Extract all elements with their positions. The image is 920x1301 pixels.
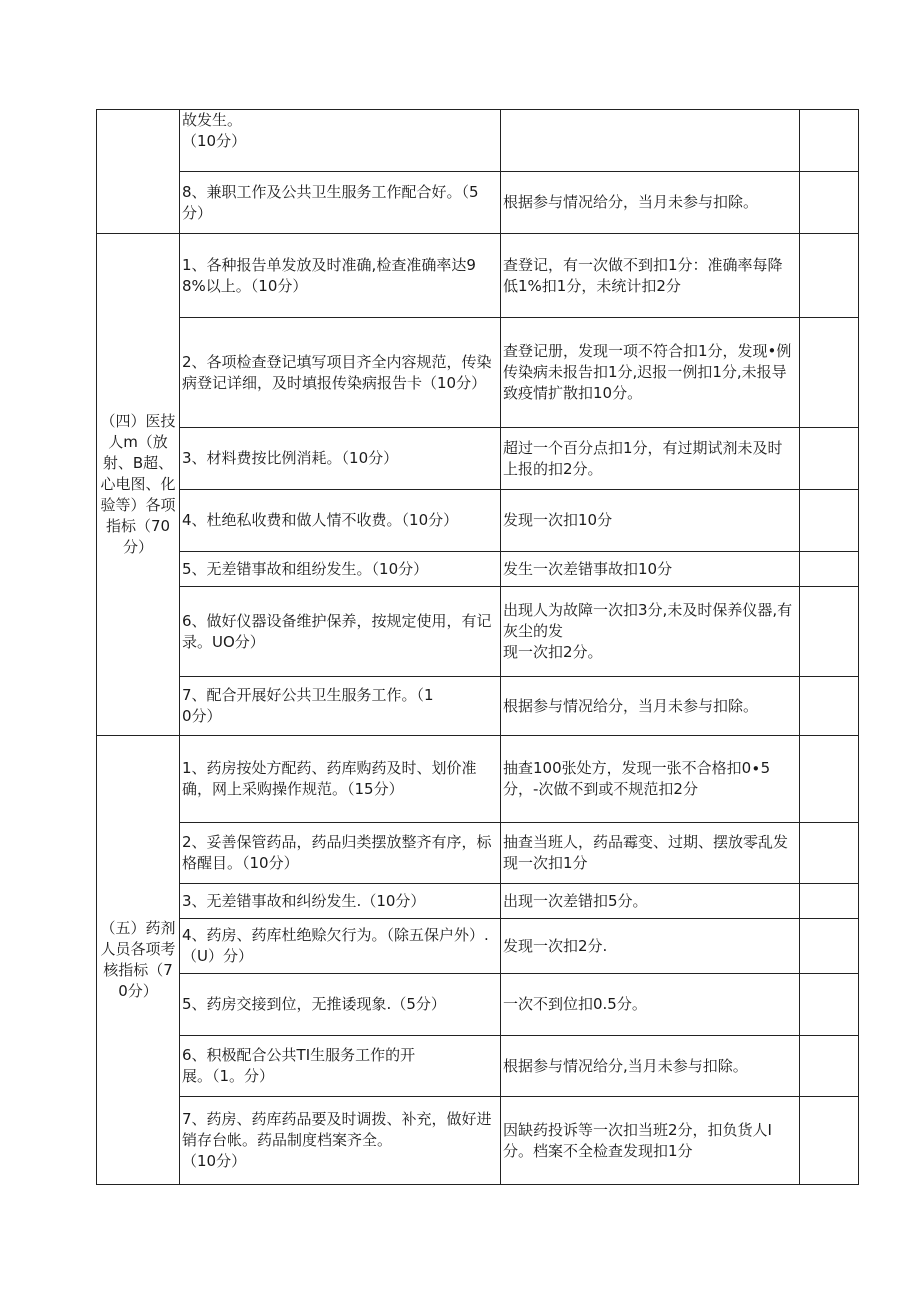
requirement-cell: 4、药房、药库杜绝赊欠行为。（除五保户外）.（U）分） [180, 919, 501, 974]
table-row [97, 884, 859, 919]
standard-cell: 查登记，有一次做不到扣1分：准确率每降低1%扣1分，未统计扣2分 [501, 234, 800, 318]
requirement-cell: 3、材料费按比例消耗。（10分） [180, 428, 501, 490]
score-cell [800, 677, 859, 736]
standard-cell: 查登记册，发现一项不符合扣1分，发现•例传染病未报告扣1分,迟报一例扣1分,未报导致疫情扩散扣10分。 [501, 318, 800, 428]
table-row [97, 587, 859, 677]
standard-cell: 根据参与情况给分，当月未参与扣除。 [501, 677, 800, 736]
requirement-cell: 故发生。 （10分） [180, 110, 501, 172]
score-cell [800, 919, 859, 974]
table-row [97, 1036, 859, 1097]
standard-cell [501, 110, 800, 172]
standard-cell: 发现一次扣2分. [501, 919, 800, 974]
requirement-cell: 2、妥善保管药品，药品归类摆放整齐有序，标格醒目。（10分） [180, 823, 501, 884]
table-row [97, 490, 859, 552]
requirement-cell: 7、配合开展好公共卫生服务工作。（1 0分） [180, 677, 501, 736]
requirement-cell: 5、无差错事故和组纷发生。（10分） [180, 552, 501, 587]
standard-cell: 根据参与情况给分,当月未参与扣除。 [501, 1036, 800, 1097]
requirement-cell: 5、药房交接到位，无推诿现象.（5分） [180, 974, 501, 1036]
table-row [97, 234, 859, 318]
table-row [97, 318, 859, 428]
requirement-cell: 8、兼职工作及公共卫生服务工作配合好。（5分） [180, 172, 501, 234]
score-cell [800, 234, 859, 318]
table-row [97, 428, 859, 490]
table-row [97, 974, 859, 1036]
standard-cell: 超过一个百分点扣1分，有过期试剂未及时上报的扣2分。 [501, 428, 800, 490]
score-cell [800, 490, 859, 552]
requirement-cell: 4、杜绝私收费和做人情不收费。（10分） [180, 490, 501, 552]
category-cell: （五）药剂人员各项考核指标（70分） [97, 736, 180, 1185]
standard-cell: 发现一次扣10分 [501, 490, 800, 552]
score-cell [800, 110, 859, 172]
standard-cell: 出现一次差错扣5分。 [501, 884, 800, 919]
score-cell [800, 428, 859, 490]
assessment-table [96, 109, 859, 1185]
score-cell [800, 587, 859, 677]
standard-cell: 一次不到位扣0.5分。 [501, 974, 800, 1036]
score-cell [800, 1097, 859, 1185]
requirement-cell: 7、药房、药库药品要及时调拨、补充，做好进销存台帐。药品制度档案齐全。 （10分） [180, 1097, 501, 1185]
table-row [97, 552, 859, 587]
table-row [97, 823, 859, 884]
standard-cell: 因缺药投诉等一次扣当班2分，扣负货人I分。档案不全检查发现扣1分 [501, 1097, 800, 1185]
score-cell [800, 823, 859, 884]
requirement-cell: 3、无差错事故和纠纷发生.（10分） [180, 884, 501, 919]
standard-cell: 根据参与情况给分，当月未参与扣除。 [501, 172, 800, 234]
requirement-cell: 6、做好仪器设备维护保养，按规定使用，有记录。UO分） [180, 587, 501, 677]
standard-cell: 抽查100张处方，发现一张不合格扣0∙5分，-次做不到或不规范扣2分 [501, 736, 800, 823]
score-cell [800, 974, 859, 1036]
score-cell [800, 318, 859, 428]
standard-cell: 出现人为故障一次扣3分,未及时保养仪器,有灰尘的发 现一次扣2分。 [501, 587, 800, 677]
requirement-cell: 2、各项检查登记填写项目齐全内容规范，传染病登记详细，及时填报传染病报告卡（10分） [180, 318, 501, 428]
table-row [97, 736, 859, 823]
table-row [97, 919, 859, 974]
score-cell [800, 172, 859, 234]
standard-cell: 发生一次差错事故扣10分 [501, 552, 800, 587]
score-cell [800, 736, 859, 823]
table-row [97, 172, 859, 234]
table-row [97, 677, 859, 736]
table-row [97, 1097, 859, 1185]
score-cell [800, 884, 859, 919]
requirement-cell: 1、各种报告单发放及时准确,检查准确率达98%以上。（10分） [180, 234, 501, 318]
table-row [97, 110, 859, 172]
score-cell [800, 1036, 859, 1097]
requirement-cell: 1、药房按处方配药、药库购药及时、划价准确，网上采购操作规范。（15分） [180, 736, 501, 823]
score-cell [800, 552, 859, 587]
standard-cell: 抽查当班人，药品霉变、过期、摆放零乱发现一次扣1分 [501, 823, 800, 884]
category-cell: （四）医技人m（放射、B超、心电图、化验等）各项指标（70分） [97, 234, 180, 736]
category-cell [97, 110, 180, 234]
requirement-cell: 6、积极配合公共TI生服务工作的开 展。（1。分） [180, 1036, 501, 1097]
